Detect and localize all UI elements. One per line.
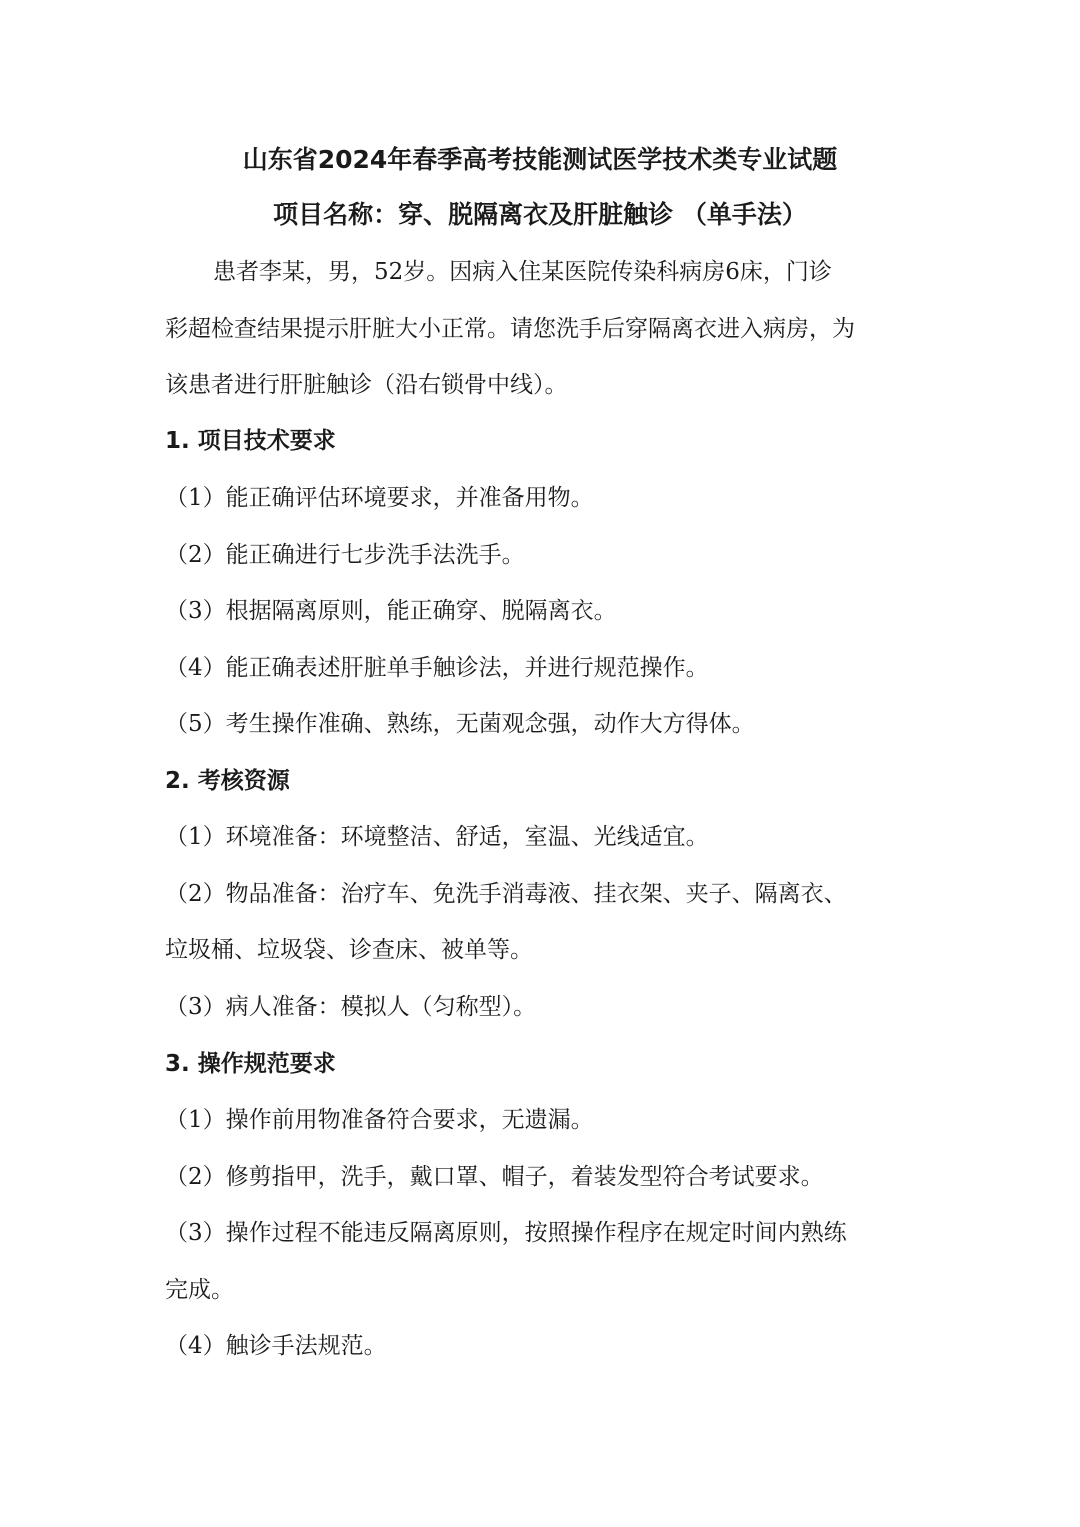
list-item: （3）根据隔离原则，能正确穿、脱隔离衣。 [165,598,617,624]
section-heading-technical-requirements: 1. 项目技术要求 [165,428,336,454]
list-item: （4）能正确表述肝脏单手触诊法，并进行规范操作。 [165,655,709,681]
list-item: （1）环境准备：环境整洁、舒适，室温、光线适宜。 [165,824,709,850]
section-heading-assessment-resources: 2. 考核资源 [165,768,290,794]
list-item: （2）能正确进行七步洗手法洗手。 [165,542,525,568]
list-item: （3）病人准备：模拟人（匀称型）。 [165,994,537,1020]
list-item: 完成。 [165,1277,234,1303]
intro-paragraph-line: 患者李某，男，52岁。因病入住某医院传染科病房6床，门诊 [213,259,832,285]
intro-paragraph-line: 彩超检查结果提示肝脏大小正常。请您洗手后穿隔离衣进入病房，为 [165,316,855,342]
project-name: 项目名称：穿、脱隔离衣及肝脏触诊 （单手法） [273,200,807,229]
list-item: （3）操作过程不能违反隔离原则，按照操作程序在规定时间内熟练 [165,1220,847,1246]
document-title: 山东省2024年春季高考技能测试医学技术类专业试题 [242,145,838,174]
list-item: （1）能正确评估环境要求，并准备用物。 [165,485,594,511]
list-item: 垃圾桶、垃圾袋、诊查床、被单等。 [165,937,533,963]
intro-paragraph-line: 该患者进行肝脏触诊（沿右锁骨中线）。 [165,372,568,398]
list-item: （5）考生操作准确、熟练，无菌观念强，动作大方得体。 [165,711,755,737]
list-item: （1）操作前用物准备符合要求，无遗漏。 [165,1107,594,1133]
list-item: （2）物品准备：治疗车、免洗手消毒液、挂衣架、夹子、隔离衣、 [165,881,847,907]
section-heading-operation-requirements: 3. 操作规范要求 [165,1051,336,1077]
list-item: （2）修剪指甲，洗手，戴口罩、帽子，着装发型符合考试要求。 [165,1164,824,1190]
list-item: （4）触诊手法规范。 [165,1333,387,1359]
